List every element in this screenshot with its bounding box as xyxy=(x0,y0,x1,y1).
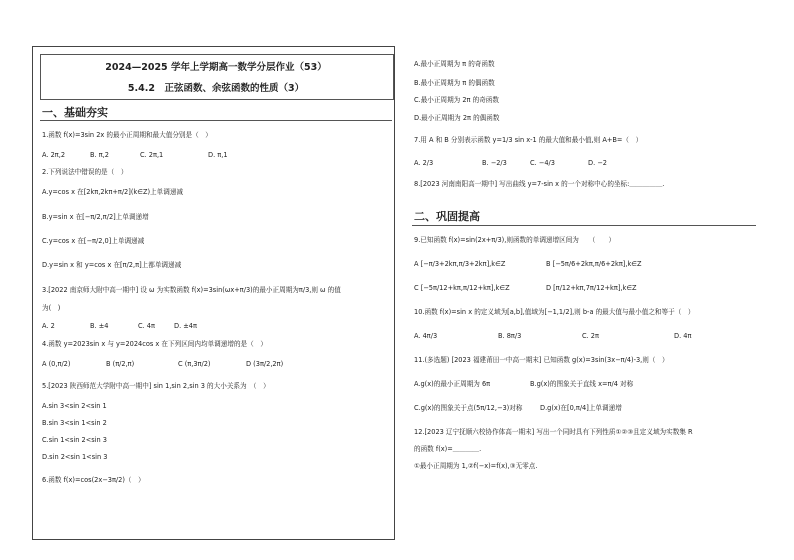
q10-option-b: B. 8π/3 xyxy=(498,332,522,340)
question-8: 8.[2023 河南南阳高一期中] 写出曲线 y=7-sin x 的一个对称中心的坐标:＿＿＿＿＿. xyxy=(414,180,665,188)
question-3: 3.[2022 南京师大附中高一期中] 设 ω 为实数函数 f(x)=3sin(ωx+π/3)的最小正周期为π/3,则 ω 的值 xyxy=(42,286,341,294)
q4-option-b: B (π/2,π) xyxy=(106,360,135,368)
q4-option-c: C (π,3π/2) xyxy=(178,360,211,368)
q9-option-a: A [−π/3+2kπ,π/3+2kπ],k∈Z xyxy=(414,260,506,268)
q1-option-a: A. 2π,2 xyxy=(42,151,66,159)
worksheet-subtitle: 5.4.2 正弦函数、余弦函数的性质（3） xyxy=(127,83,305,94)
q11-option-c: C.g(x)的图象关于点(5π/12,−3)对称 xyxy=(414,404,523,412)
q7-option-b: B. −2/3 xyxy=(482,159,507,167)
question-6: 6.函数 f(x)=cos(2x−3π/2)（ ） xyxy=(42,476,145,484)
q11-option-b: B.g(x)的图象关于直线 x=π/4 对称 xyxy=(530,380,634,388)
question-9: 9.已知函数 f(x)=sin(2x+π/3),则函数的单调递增区间为 （ ） xyxy=(414,236,616,244)
q6-option-d: D.最小正周期为 2π 的偶函数 xyxy=(414,114,500,122)
q5-option-d: D.sin 2<sin 1<sin 3 xyxy=(42,453,108,461)
question-5: 5.[2023 陕西师范大学附中高一期中] sin 1,sin 2,sin 3 的大小关系为 （ ） xyxy=(42,382,270,390)
q6-option-a: A.最小正周期为 π 的奇函数 xyxy=(414,60,495,68)
question-12-conditions: ①最小正周期为 1,②f(−x)=f(x),③无零点. xyxy=(414,462,538,470)
q9-option-b: B [−5π/6+2kπ,π/6+2kπ],k∈Z xyxy=(546,260,642,268)
q5-option-a: A.sin 3<sin 2<sin 1 xyxy=(42,402,107,410)
section-basics-heading: 一、基础夯实 xyxy=(42,106,108,119)
q2-option-b: B.y=sin x 在[−π/2,π/2]上单调递增 xyxy=(42,213,149,221)
q7-option-d: D. −2 xyxy=(588,159,607,167)
section-improve-heading: 二、巩固提高 xyxy=(414,210,480,223)
question-12: 12.[2023 辽宁抚顺六校协作体高一期末] 写出一个同时具有下列性质①②③且定义域为实数集 R xyxy=(414,428,693,436)
q11-option-d: D.g(x)在[0,π/4]上单调递增 xyxy=(540,404,622,412)
question-7: 7.用 A 和 B 分别表示函数 y=1/3 sin x-1 的最大值和最小值,则 A+B=（ ） xyxy=(414,136,643,144)
q2-option-a: A.y=cos x 在[2kπ,2kπ+π/2](k∈Z)上单调递减 xyxy=(42,188,184,196)
question-12-cont: 的函数 f(x)=＿＿＿＿. xyxy=(414,445,482,453)
question-3-cont: 为( ) xyxy=(42,304,61,312)
q10-option-d: D. 4π xyxy=(674,332,692,340)
q3-option-c: C. 4π xyxy=(138,322,155,330)
q7-option-c: C. −4/3 xyxy=(530,159,555,167)
q2-option-c: C.y=cos x 在[−π/2,0]上单调递减 xyxy=(42,237,145,245)
q1-option-b: B. π,2 xyxy=(90,151,109,159)
q1-option-c: C. 2π,1 xyxy=(140,151,164,159)
question-11: 11.(多选题) [2023 福建莆田一中高一期末] 已知函数 g(x)=3sin(3x−π/4)-3,则（ ） xyxy=(414,356,669,364)
question-4: 4.函数 y=2023sin x 与 y=2024cos x 在下列区间内均单调递增的是（ ） xyxy=(42,340,267,348)
section-improve-divider xyxy=(412,225,756,226)
section-basics-divider xyxy=(40,120,392,121)
q6-option-b: B.最小正周期为 π 的偶函数 xyxy=(414,79,495,87)
q3-option-a: A. 2 xyxy=(42,322,55,330)
q9-option-d: D [π/12+kπ,7π/12+kπ],k∈Z xyxy=(546,284,637,292)
q6-option-c: C.最小正周期为 2π 的奇函数 xyxy=(414,96,499,104)
q2-option-d: D.y=sin x 和 y=cos x 在[π/2,π]上都单调递减 xyxy=(42,261,182,269)
q10-option-c: C. 2π xyxy=(582,332,599,340)
q3-option-b: B. ±4 xyxy=(90,322,109,330)
question-1: 1.函数 f(x)=3sin 2x 的最小正周期和最大值分别是（ ） xyxy=(42,131,212,139)
q7-option-a: A. 2/3 xyxy=(414,159,434,167)
q5-option-c: C.sin 1<sin 2<sin 3 xyxy=(42,436,107,444)
q9-option-c: C [−5π/12+kπ,π/12+kπ],k∈Z xyxy=(414,284,510,292)
q1-option-d: D. π,1 xyxy=(208,151,228,159)
q3-option-d: D. ±4π xyxy=(174,322,197,330)
question-10: 10.函数 f(x)=sin x 的定义域为[a,b],值域为[−1,1/2],则 b-a 的最大值与最小值之和等于（ ） xyxy=(414,308,695,316)
q4-option-d: D (3π/2,2π) xyxy=(246,360,284,368)
question-2: 2.下列说法中错误的是（ ） xyxy=(42,168,128,176)
q4-option-a: A (0,π/2) xyxy=(42,360,71,368)
q10-option-a: A. 4π/3 xyxy=(414,332,438,340)
q11-option-a: A.g(x)的最小正周期为 6π xyxy=(414,380,491,388)
worksheet-title: 2024—2025 学年上学期高一数学分层作业（53） xyxy=(105,62,327,73)
q5-option-b: B.sin 3<sin 1<sin 2 xyxy=(42,419,107,427)
